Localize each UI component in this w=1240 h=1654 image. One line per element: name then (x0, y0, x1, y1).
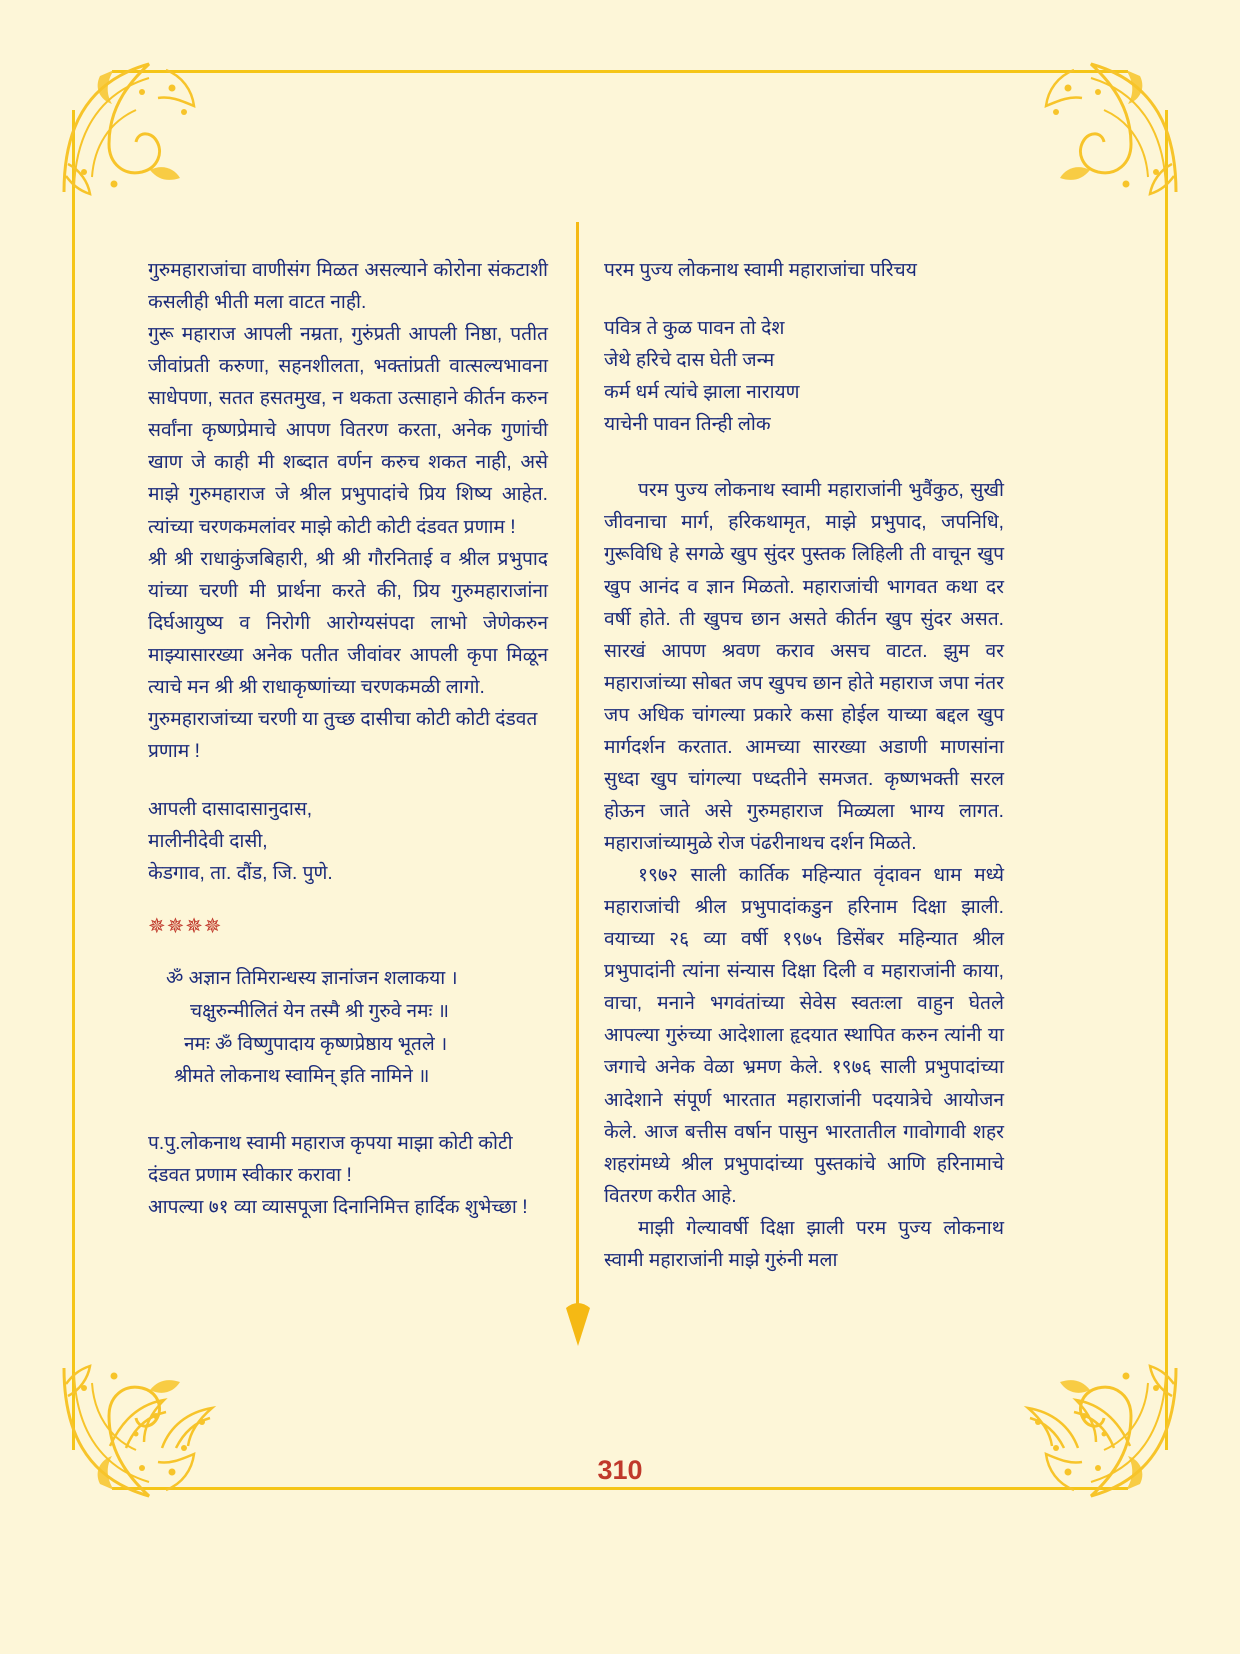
invocation-line: जेथे हरिचे दास घेती जन्म (604, 350, 775, 372)
paragraph: माझी गेल्यावर्षी दिक्षा झाली परम पुज्य लोकनाथ स्वामी महाराजांनी माझे गुरुंनी मला (604, 1217, 1004, 1271)
paragraph: गुरू महाराज आपली नम्रता, गुरुंप्रती आपली निष्ठा, पतीत जीवांप्रती करुणा, सहनशीलता, भक्तांप्रती वात्सल्यभावना साधेपणा, सतत हसतमुख, न थकता उत्साहाने कीर्तन करुन सर्वांना कृष्णप्रेमाचे आपण वितरण करता, अनेक गुणांची खाण जे काही मी शब्दात वर्णन करुच शकत नाही, असे माझे गुरुमहाराज जे श्रील प्रभुपादांचे प्रिय शिष्य आहेत. त्यांच्या चरणकमलांवर माझे कोटी कोटी दंडवत प्रणाम ! (148, 324, 548, 538)
verse-line: श्रीमते लोकनाथ स्वामिन् इति नामिने ॥ (174, 1066, 430, 1088)
invocation-line: पवित्र ते कुळ पावन तो देश (604, 318, 785, 340)
frame-line-left (72, 110, 75, 1450)
signature-line: केडगाव, ता. दौंड, जि. पुणे. (148, 863, 333, 885)
paragraph: गुरुमहाराजांच्या चरणी या तुच्छ दासीचा कोटी कोटी दंडवत प्रणाम ! (148, 708, 538, 762)
paragraph: श्री श्री राधाकुंजबिहारी, श्री श्री गौरनिताई व श्रील प्रभुपाद यांच्या चरणी मी प्रार्थना करते की, प्रिय गुरुमहाराजांना दिर्घआयुष्य व निरोगी आरोग्यसंपदा लाभो जेणेकरुन माझ्यासारख्या अनेक पतीत जीवांवर आपली कृपा मिळून त्याचे मन श्री श्री राधाकृष्णांच्या चरणकमळी लागो. (148, 548, 548, 698)
corner-ornament-top-left (54, 52, 204, 202)
floral-motif-bottom-left (104, 1386, 224, 1456)
corner-ornament-top-right (1036, 52, 1186, 202)
page-number: 310 (597, 1455, 643, 1485)
ornament-stars: ✵✵✵✵ (148, 915, 223, 939)
frame-line-right (1165, 110, 1168, 1450)
verse-line: चक्षुरुन्मीलितं येन तस्मै श्री गुरुवे नमः ॥ (190, 1000, 449, 1022)
frame-line-bottom (112, 1487, 1128, 1490)
verse-line: ॐ अज्ञान तिमिरान्धस्य ज्ञानांजन शलाकया । (166, 968, 458, 990)
right-column (604, 255, 1004, 1395)
invocation-line: कर्म धर्म त्यांचे झाला नारायण (604, 382, 800, 404)
verse-line: नमः ॐ विष्णुपादाय कृष्णप्रेष्ठाय भूतले । (184, 1033, 448, 1055)
closing-paragraph: प.पु.लोकनाथ स्वामी महाराज कृपया माझा कोटी कोटी दंडवत प्रणाम स्वीकार करावा ! (148, 1132, 513, 1186)
invocation-line: याचेनी पावन तिन्ही लोक (604, 414, 771, 436)
sanskrit-verse (148, 963, 548, 1094)
floral-motif-bottom-right (1016, 1386, 1136, 1456)
paragraph: गुरुमहाराजांचा वाणीसंग मिळत असल्याने कोरोना संकटाशी कसलीही भीती मला वाटत नाही. (148, 260, 548, 314)
paragraph: १९७२ साली कार्तिक महिन्यात वृंदावन धाम मध्ये महाराजांची श्रील प्रभुपादांकडुन हरिनाम दिक्षा झाली. वयाच्या २६ व्या वर्षी १९७५ डिसेंबर महिन्यात श्रील प्रभुपादांनी त्यांना संन्यास दिक्षा दिली व महाराजांनी काया, वाचा, मनाने भगवंतांच्या सेवेस स्वतःला वाहुन घेतले आपल्या गुरुंच्या आदेशाला हृदयात स्थापित करुन त्यांनी या जगाचे अनेक वेळा भ्रमण केले. १९७६ साली प्रभुपादांच्या आदेशाने संपूर्ण भारतात महाराजांनी पदयात्रेचे आयोजन केले. आज बत्तीस वर्षान पासुन भारतातील गावोगावी शहर शहरांमध्ये श्रील प्रभुपादांच्या पुस्तकांचे आणि हरिनामाचे वितरण करीत आहे. (604, 865, 1004, 1207)
left-column (148, 255, 548, 1395)
frame-line-top (112, 70, 1128, 73)
signature-line: मालीनीदेवी दासी, (148, 831, 268, 853)
closing-paragraph: आपल्या ७१ व्या व्यासपूजा दिनानिमित्त हार्दिक शुभेच्छा ! (148, 1197, 528, 1218)
page-content (148, 255, 1048, 1395)
paragraph: परम पुज्य लोकनाथ स्वामी महाराजांनी भुवैंकुठ, सुखी जीवनाचा मार्ग, हरिकथामृत, माझे प्रभुपाद, जपनिधि, गुरूविधि हे सगळे खुप सुंदर पुस्तक लिहिली ती वाचून खुप खुप आनंद व ज्ञान मिळतो. महाराजांची भागवत कथा दर वर्षी होते. ती खुपच छान असते कीर्तन खुप सुंदर असत. सारखं आपण श्रवण कराव असच वाटत. झुम वर महाराजांच्या सोबत जप खुपच छान होते महाराज जपा नंतर जप अधिक चांगल्या प्रकारे कसा होईल याच्या बद्दल खुप मार्गदर्शन करतात. आमच्या सारख्या अडाणी माणसांना सुध्दा खुप चांगल्या पध्दतीने समजत. कृष्णभक्ती सरल होऊन जाते असे गुरुमहाराज मिळ्यला भाग्य लागत. महाराजांच्यामुळे रोज पंढरीनाथच दर्शन मिळते. (604, 480, 1004, 854)
signature-line: आपली दासादासानुदास, (148, 799, 313, 820)
section-heading: परम पुज्य लोकनाथ स्वामी महाराजांचा परिचय (604, 260, 917, 281)
